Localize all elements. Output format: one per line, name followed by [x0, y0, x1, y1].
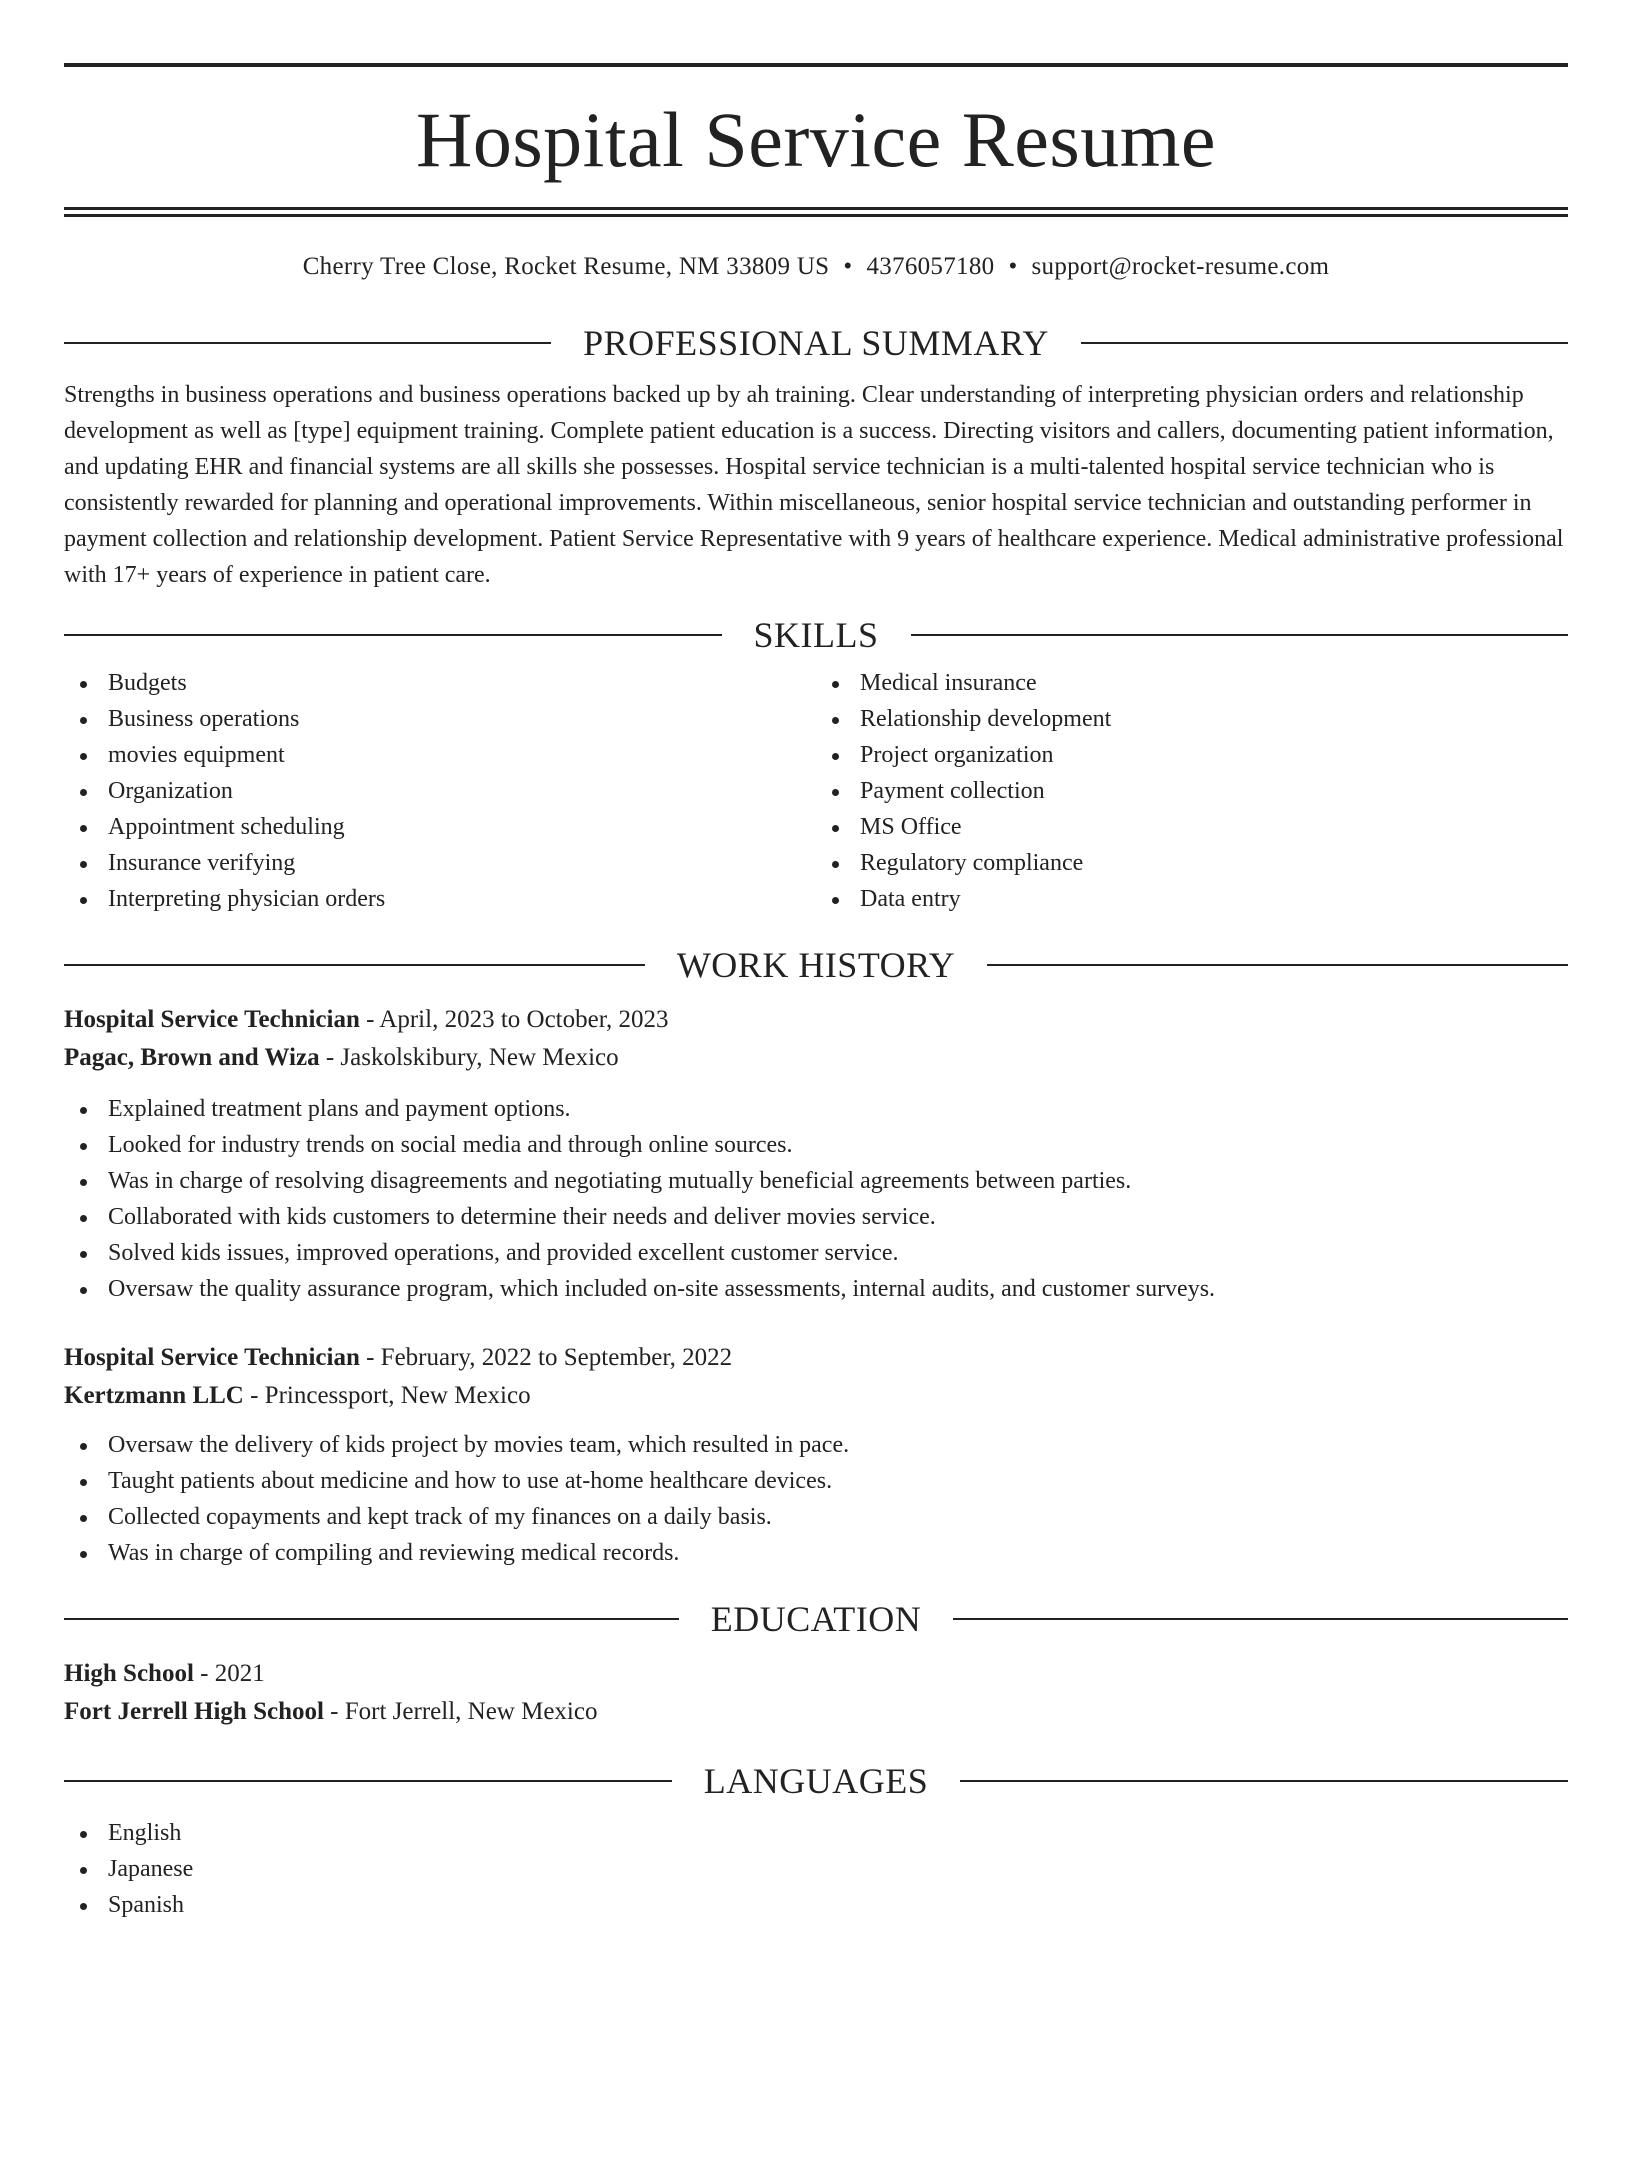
- education-section-heading: [64, 1601, 1568, 1637]
- job-title-line: [64, 1001, 1568, 1039]
- job-title-line: [64, 1339, 1568, 1377]
- education-degree: High School: [64, 1660, 194, 1687]
- resume-title: Hospital Service Resume: [416, 96, 1216, 183]
- skills-column-right: [816, 665, 1568, 917]
- job-dates: - February, 2022 to September, 2022: [359, 1344, 733, 1371]
- language-item: Japanese: [64, 1851, 1568, 1887]
- contact-separator: •: [843, 253, 853, 280]
- job-duty: Solved kids issues, improved operations, and provided excellent customer service.: [64, 1235, 1568, 1271]
- skill-item: MS Office: [816, 809, 1568, 845]
- skill-item: Medical insurance: [816, 665, 1568, 701]
- skills-column-left: [64, 665, 816, 917]
- heading-rule: [911, 634, 1569, 636]
- work-heading-label: WORK HISTORY: [676, 945, 956, 985]
- skill-item: movies equipment: [64, 737, 816, 773]
- education-year: - 2021: [193, 1660, 265, 1687]
- education-school-line: [64, 1693, 1568, 1731]
- job-company: Kertzmann LLC: [64, 1382, 244, 1409]
- summary-heading-label: PROFESSIONAL SUMMARY: [583, 323, 1049, 363]
- job-duty: Was in charge of compiling and reviewing medical records.: [64, 1535, 1568, 1571]
- skill-item: Regulatory compliance: [816, 845, 1568, 881]
- job-location: - Princessport, New Mexico: [243, 1382, 531, 1409]
- heading-rule: [64, 1618, 679, 1620]
- skill-item: Insurance verifying: [64, 845, 816, 881]
- contact-separator: •: [1008, 253, 1018, 280]
- heading-rule: [1081, 342, 1568, 344]
- job-duty: Oversaw the delivery of kids project by movies team, which resulted in pace.: [64, 1427, 1568, 1463]
- skills-columns: [64, 665, 1568, 917]
- skills-list-left: [64, 665, 816, 917]
- skill-item: Appointment scheduling: [64, 809, 816, 845]
- language-item: English: [64, 1815, 1568, 1851]
- job-company-line: [64, 1377, 1568, 1415]
- job-duty: Looked for industry trends on social media and through online sources.: [64, 1127, 1568, 1163]
- contact-phone: 4376057180: [866, 253, 995, 280]
- job-duties-list: [64, 1091, 1568, 1307]
- heading-rule: [987, 964, 1568, 966]
- skills-section-heading: [64, 617, 1568, 653]
- heading-rule: [64, 1780, 672, 1782]
- job-dates: - April, 2023 to October, 2023: [359, 1006, 669, 1033]
- skill-item: Organization: [64, 773, 816, 809]
- job-location: - Jaskolskibury, New Mexico: [319, 1044, 619, 1071]
- job-duties-list: [64, 1427, 1568, 1571]
- heading-rule: [953, 1618, 1568, 1620]
- job-duty: Collected copayments and kept track of my finances on a daily basis.: [64, 1499, 1568, 1535]
- skill-item: Interpreting physician orders: [64, 881, 816, 917]
- education-degree-line: [64, 1655, 1568, 1693]
- job-duty: Taught patients about medicine and how to use at-home healthcare devices.: [64, 1463, 1568, 1499]
- job-entry: [64, 1001, 1568, 1307]
- summary-section-heading: [64, 325, 1568, 361]
- summary-paragraph: Strengths in business operations and business operations backed up by ah training. Clear understanding of interpreting physician orders and relationship development as well as [type] equipment training. Complete patient education is a success. Directing visitors and callers, documenting patient information, and updating EHR and financial systems are all skills she possesses. Hospital service technician is a multi-talented hospital service technician who is consistently rewarded for planning and operational improvements. Within miscellaneous, senior hospital service technician and outstanding performer in payment collection and relationship development. Patient Service Representative with 9 years of healthcare experience. Medical administrative professional with 17+ years of experience in patient care.: [64, 382, 1564, 588]
- job-duty: Explained treatment plans and payment options.: [64, 1091, 1568, 1127]
- contact-line: [64, 253, 1568, 281]
- work-section-heading: [64, 947, 1568, 983]
- job-title: Hospital Service Technician: [64, 1344, 360, 1371]
- education-entry: [64, 1655, 1568, 1731]
- title-double-rule: [64, 207, 1568, 217]
- skill-item: Relationship development: [816, 701, 1568, 737]
- skills-list-right: [816, 665, 1568, 917]
- job-duty: Oversaw the quality assurance program, which included on-site assessments, internal audits, and customer surveys.: [64, 1271, 1568, 1307]
- heading-rule: [64, 634, 722, 636]
- skill-item: Budgets: [64, 665, 816, 701]
- heading-rule: [64, 342, 551, 344]
- job-title: Hospital Service Technician: [64, 1006, 360, 1033]
- education-school: Fort Jerrell High School: [64, 1698, 324, 1725]
- job-duty: Was in charge of resolving disagreements and negotiating mutually beneficial agreements between parties.: [64, 1163, 1568, 1199]
- job-company-line: [64, 1039, 1568, 1077]
- skill-item: Business operations: [64, 701, 816, 737]
- job-company: Pagac, Brown and Wiza: [64, 1044, 320, 1071]
- job-entry: [64, 1339, 1568, 1571]
- top-rule: [64, 63, 1568, 67]
- skill-item: Project organization: [816, 737, 1568, 773]
- skills-heading-label: SKILLS: [753, 615, 879, 655]
- job-duty: Collaborated with kids customers to determine their needs and deliver movies service.: [64, 1199, 1568, 1235]
- skill-item: Payment collection: [816, 773, 1568, 809]
- languages-section-heading: [64, 1763, 1568, 1799]
- languages-list: [64, 1815, 1568, 1923]
- heading-rule: [960, 1780, 1568, 1782]
- skill-item: Data entry: [816, 881, 1568, 917]
- language-item: Spanish: [64, 1887, 1568, 1923]
- education-heading-label: EDUCATION: [710, 1599, 922, 1639]
- heading-rule: [64, 964, 645, 966]
- education-location: - Fort Jerrell, New Mexico: [323, 1698, 598, 1725]
- contact-email: support@rocket-resume.com: [1031, 253, 1330, 280]
- contact-address: Cherry Tree Close, Rocket Resume, NM 33809 US: [302, 253, 830, 280]
- languages-heading-label: LANGUAGES: [703, 1761, 929, 1801]
- resume-page: [0, 63, 1632, 2175]
